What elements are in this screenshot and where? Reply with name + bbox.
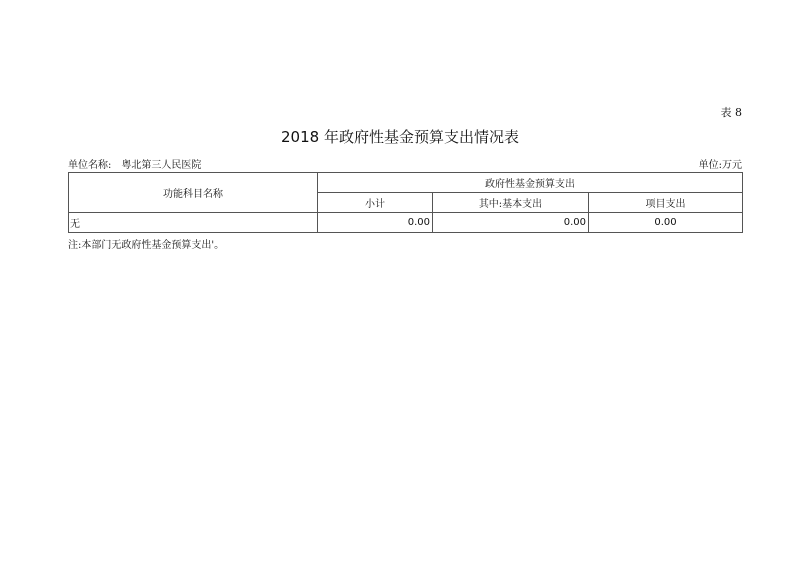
header-project-expenditure: 项目支出 <box>589 193 743 213</box>
page-title: 2018 年政府性基金预算支出情况表 <box>281 128 519 146</box>
unit-name-value: 粤北第三人民医院 <box>121 160 202 171</box>
table-number: 表 8 <box>720 106 742 119</box>
unit-name-group <box>68 156 201 171</box>
row-basic: 0.00 <box>433 213 589 233</box>
header-subtotal: 小计 <box>318 193 433 213</box>
row-function-name: 无 <box>69 213 318 233</box>
currency-unit: 单位:万元 <box>698 160 742 171</box>
row-subtotal: 0.00 <box>318 213 433 233</box>
table-row <box>69 213 743 233</box>
header-basic-expenditure: 其中:基本支出 <box>433 193 589 213</box>
unit-name-label: 单位名称: <box>68 160 112 171</box>
row-project: 0.00 <box>589 213 743 233</box>
header-fund-expenditure: 政府性基金预算支出 <box>318 173 743 193</box>
header-function-name: 功能科目名称 <box>69 173 318 213</box>
budget-table <box>68 172 743 233</box>
footnote: 注:本部门无政府性基金预算支出'。 <box>68 240 225 251</box>
